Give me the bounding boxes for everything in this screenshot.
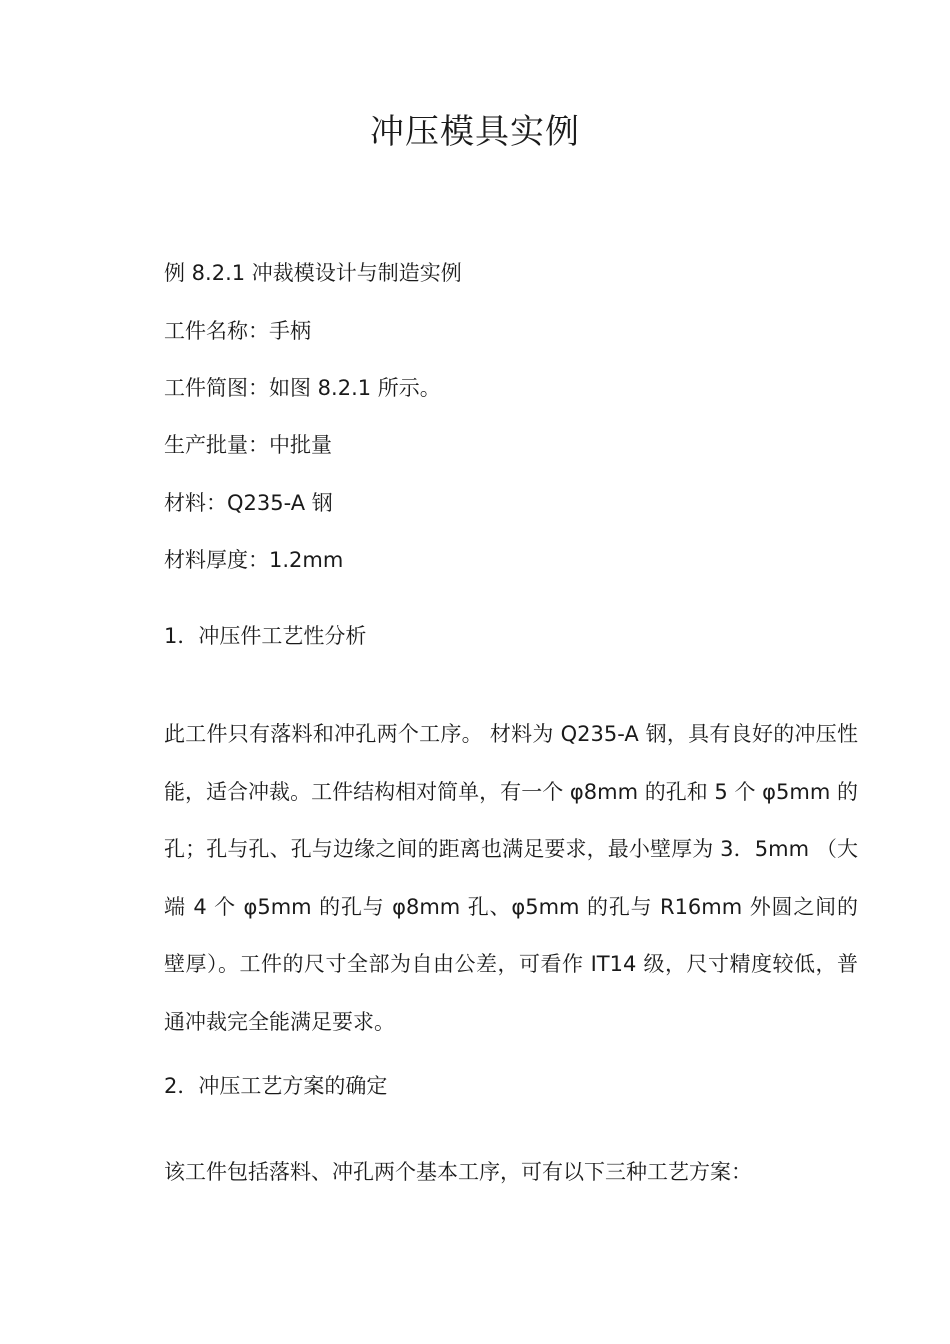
production-batch: 生产批量：中批量	[164, 433, 332, 457]
part-sketch: 工件简图：如图 8.2.1 所示。	[164, 376, 441, 400]
material: 材料：Q235-A 钢	[164, 491, 333, 515]
section1-body: 此工件只有落料和冲孔两个工序。 材料为 Q235-A 钢，具有良好的冲压性能，适合冲裁。工件结构相对简单，有一个 φ8mm 的孔和 5 个 φ5mm 的孔；孔与孔、孔与边缘之间的距离也满足要求，最小壁厚为 3．5mm （大端 4 个 φ5mm 的孔与 φ8mm 孔、φ5mm 的孔与 R16mm 外圆之间的壁厚）。工件的尺寸全部为自由公差，可看作 IT14 级，尺寸精度较低，普通冲裁完全能满足要求。	[164, 722, 858, 1034]
document-title: 冲压模具实例	[370, 112, 580, 152]
section1-heading: 1．冲压件工艺性分析	[164, 624, 367, 648]
part-name: 工件名称：手柄	[164, 319, 311, 343]
section2-heading: 2．冲压工艺方案的确定	[164, 1074, 388, 1098]
example-heading: 例 8.2.1 冲裁模设计与制造实例	[164, 261, 462, 285]
material-thickness: 材料厚度：1.2mm	[164, 548, 344, 572]
section2-body: 该工件包括落料、冲孔两个基本工序，可有以下三种工艺方案：	[164, 1160, 752, 1184]
